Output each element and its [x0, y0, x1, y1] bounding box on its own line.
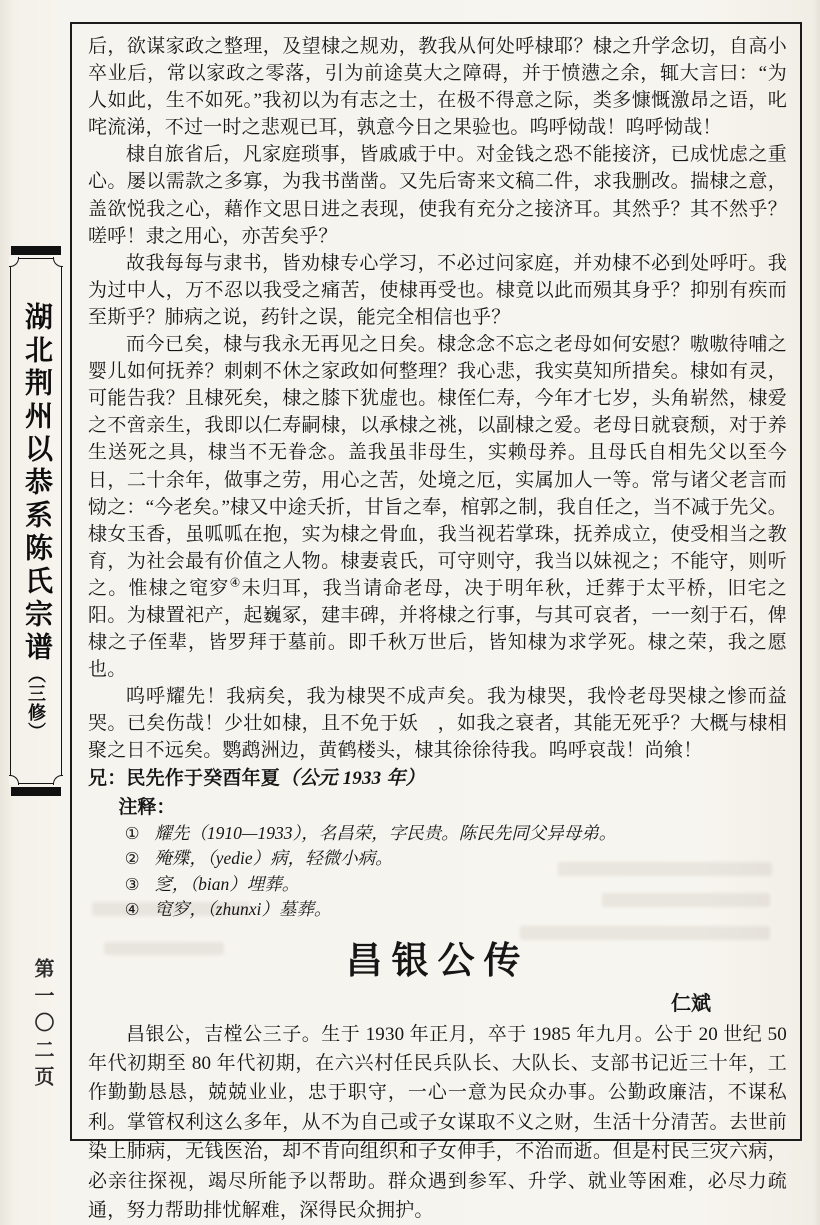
- page-content-frame: [70, 22, 802, 1222]
- spine-corner-ornament: [9, 775, 19, 785]
- book-edition-label: （三修）: [26, 664, 46, 741]
- footnote-text: 耀先（1910—1933），名昌荣，字民贵。陈民先同父异母弟。: [154, 822, 617, 843]
- footnote-item: [125, 846, 787, 872]
- letter-paragraph: 故我每每与隶书，皆劝棣专心学习，不必过问家庭，并劝棣不必到处呼吁。我为过中人，万不忍以我受之痛苦，使棣再受也。棣竟以此而殒其身乎？抑别有疾而至斯乎？肺病之说，药针之误，能完全相信也乎？: [88, 252, 787, 328]
- letter-paragraph-text: 未归耳，我当请命老母，决于明年秋，迁葬于太平桥，旧宅之阳。为棣置祀产，起巍冢，建丰碑，并将棣之行事，与其可哀者，一一刻于石，俾棣之子侄辈，皆罗拜于墓前。即千秋万世后，皆知棣为求学死。棣之荣，我之愿也。: [88, 577, 787, 681]
- footnote-number: ②: [124, 849, 140, 869]
- footnote-item: [125, 872, 787, 898]
- footnote-number: ③: [124, 874, 140, 894]
- footnote-text: 窆，（bian）埋葬。: [154, 873, 300, 894]
- book-title-text: 湖北荆州以恭系陈氏宗谱: [21, 301, 52, 665]
- footnote-marker-4: ④: [229, 575, 242, 590]
- letter-paragraph-text: 而今已矣，棣与我永无再见之日矣。棣念念不忘之老母如何安慰？嗷嗷待哺之婴儿如何抚养？刺刺不休之家政如何整理？我心悲，我实莫知所措矣。棣如有灵，可能告我？且棣死矣，棣之膝下犹虚也。棣侄仁寿，今年才七岁，头角崭然，棣爱之不啻亲生，我即以仁寿嗣棣，以承棣之祧，以副棣之爱。老母日就衰颓，对于养生送死之具，棣当不无眷念。盖我虽非母生，实赖母养。且母氏自相先父以至今日，二十余年，做事之劳，用心之苦，处境之厄，实属加人一等。常与诸父老言而恸之：“今老矣。”棣又中途夭折，甘旨之奉，棺郭之制，我自任之，当不减于先父。棣女玉香，虽呱呱在抱，实为棣之骨血，我当视若掌珠，抚养成立，使受相当之教育，为社会最有价值之人物。棣妻袁氏，可守则守，我当以妹视之；不能守，则听之。惟棣之窀穸: [88, 334, 787, 599]
- spine-bottom-bar: [11, 787, 61, 796]
- spine-corner-ornament: [53, 257, 63, 267]
- letter-paragraph: 后，欲谋家政之整理，及望棣之规劝，教我从何处呼棣耶？棣之升学念切，自高小卒业后，常以家政之零落，引为前途莫大之障碍，并于愤懑之余，辄大言曰：“为人如此，生不如死。”我初以为有志之士，在极不得意之际，类多慷慨激昂之语，叱咤流涕，不过一时之悲观已耳，孰意今日之果验也。呜呼恸哉！呜呼恸哉！: [88, 36, 787, 139]
- spine-corner-ornament: [9, 257, 19, 267]
- letter-paragraph: 呜呼耀先！我病矣，我为棣哭不成声矣。我为棣哭，我怜老母哭棣之惨而益哭。已矣伤哉！少壮如棣，且不免于妖 ，如我之衰者，其能无死乎？大概与棣相聚之日不远矣。鹦鹉洲边，黄鹤楼头，棣其徐徐待我。呜呼哀哉！尚飨！: [88, 686, 787, 762]
- spine-frame: [10, 258, 62, 784]
- letter-paragraph: 棣自旅省后，凡家庭琐事，皆戚戚于中。对金钱之恐不能接济，已成忧虑之重心。屡以需款之多寡，为我书凿凿。又先后寄来文稿二件，求我删改。揣棣之意，盖欲悦我之心，藉作文思日进之表现，使我有充分之接济耳。其然乎？其不然乎？嗟呼！隶之用心，亦苦矣乎？: [88, 144, 787, 247]
- book-spine-cartouche: [10, 246, 62, 796]
- spine-corner-ornament: [53, 775, 63, 785]
- footnote-number: ①: [124, 823, 140, 843]
- book-title-vertical: [12, 302, 60, 741]
- footnote-number: ④: [124, 900, 140, 920]
- biography-section: [88, 939, 787, 1225]
- biography-title: 昌银公传: [345, 940, 530, 982]
- footnote-item: [125, 821, 787, 847]
- memorial-letter: [88, 33, 787, 792]
- footnote-text: 殗殜，（yedie）病，轻微小病。: [154, 848, 393, 869]
- biography-paragraph: 昌银公，吉樘公三子。生于 1930 年正月，卒于 1985 年九月。公于 20 世纪 50 年代初期至 80 年代初期，在六兴村任民兵队长、大队长、支部书记近三十年，工作勤勤恳恳，兢兢业业，忠于职守，一心一意为民众办事。公勤政廉洁，不谋私利。掌管权利这么多年，从不为自己或子女谋取不义之财，生活十分清苦。去世前染上肺病，无钱医治，却不肯向组织和子女伸手，不治而逝。但是村民三灾六病，必亲往探视，竭尽所能予以帮助。群众遇到参军、升学、就业等困难，必尽力疏通，努力帮助排忧解难，深得民众拥护。: [88, 1023, 787, 1222]
- biography-author: 仁斌: [671, 992, 711, 1015]
- footnote-item: [125, 897, 787, 923]
- letter-paragraph: [88, 331, 787, 683]
- signature-author-date: 兄：民先作于癸酉年夏: [88, 767, 281, 789]
- footnotes-section: [88, 794, 787, 923]
- page-number: 第一〇二页: [31, 958, 53, 1093]
- signature-gregorian-year: （公元 1933 年）: [280, 767, 425, 789]
- signature-line: [88, 765, 787, 792]
- spine-top-bar: [11, 246, 61, 255]
- footnotes-label: 注释：: [118, 796, 176, 818]
- footnote-text: 窀穸，（zhunxi）墓葬。: [154, 899, 332, 920]
